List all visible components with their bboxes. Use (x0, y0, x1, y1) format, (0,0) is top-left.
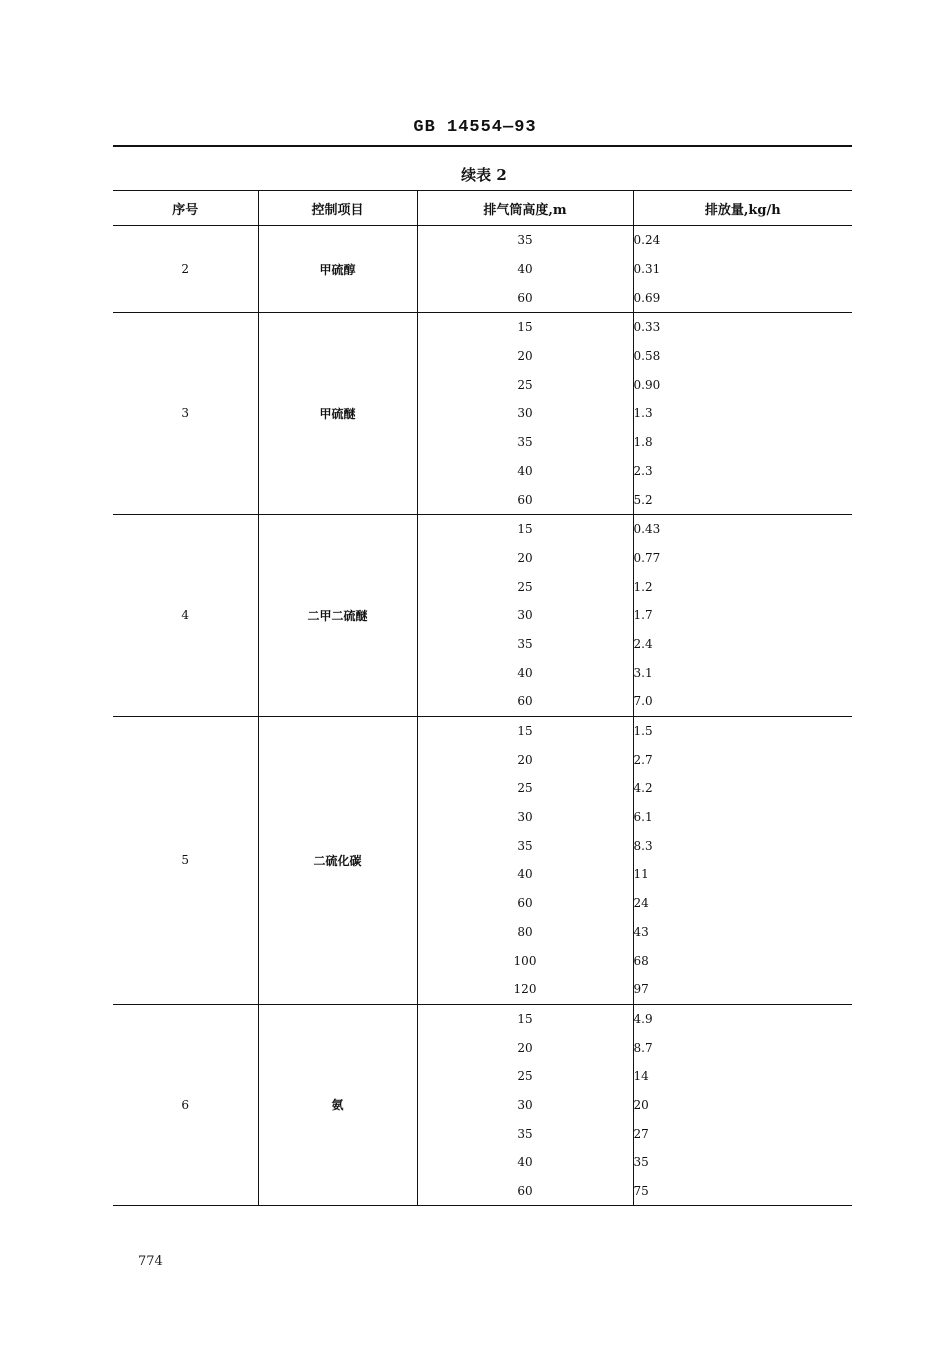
page-number: 774 (138, 1254, 163, 1269)
cell-stack-height: 120 (417, 975, 633, 1004)
cell-emission-rate: 20 (633, 1097, 649, 1112)
cell-emission-rate: 27 (633, 1126, 649, 1141)
cell-emission-rate: 43 (633, 924, 649, 939)
table-body (113, 226, 852, 1206)
cell-stack-height: 60 (417, 283, 633, 312)
cell-emission-rate: 0.77 (633, 550, 661, 565)
cell-stack-height: 25 (417, 1062, 633, 1091)
cell-stack-height: 30 (417, 1091, 633, 1120)
cell-stack-height: 30 (417, 601, 633, 630)
table-row (113, 514, 852, 543)
cell-stack-height: 15 (417, 313, 633, 342)
cell-emission-rate: 3.1 (633, 665, 653, 680)
col-header-height: 排气筒高度,m (417, 191, 633, 226)
emission-table (113, 190, 852, 1206)
cell-stack-height: 80 (417, 918, 633, 947)
cell-stack-height: 60 (417, 687, 633, 716)
table-row (113, 716, 852, 745)
cell-emission-rate: 1.2 (633, 579, 653, 594)
cell-control-item: 二甲二硫醚 (258, 514, 417, 716)
cell-stack-height: 40 (417, 860, 633, 889)
cell-emission-rate: 1.3 (633, 406, 653, 421)
table-row (113, 1004, 852, 1033)
cell-emission-rate: 14 (633, 1069, 649, 1084)
cell-seq-no: 5 (113, 716, 258, 1004)
cell-emission-rate: 2.3 (633, 463, 653, 478)
cell-seq-no: 2 (113, 226, 258, 313)
table-header-row (113, 191, 852, 226)
cell-stack-height: 25 (417, 572, 633, 601)
cell-stack-height: 35 (417, 831, 633, 860)
cell-stack-height: 15 (417, 1004, 633, 1033)
cell-emission-rate: 24 (633, 896, 649, 911)
cell-emission-rate: 7.0 (633, 687, 852, 716)
table-row (113, 226, 852, 255)
cell-emission-rate: 97 (633, 975, 852, 1004)
cell-emission-rate: 35 (633, 1155, 649, 1170)
cell-emission-rate: 0.69 (633, 283, 852, 312)
cell-stack-height: 40 (417, 255, 633, 284)
cell-emission-rate: 4.9 (633, 1011, 653, 1026)
cell-stack-height: 20 (417, 745, 633, 774)
cell-emission-rate: 0.31 (633, 262, 661, 277)
cell-emission-rate: 1.5 (633, 724, 653, 739)
cell-stack-height: 35 (417, 226, 633, 255)
cell-emission-rate: 0.33 (633, 320, 661, 335)
table-row (113, 313, 852, 342)
cell-emission-rate: 8.7 (633, 1040, 653, 1055)
cell-control-item: 氨 (258, 1004, 417, 1206)
col-header-seq: 序号 (113, 191, 258, 226)
cell-stack-height: 40 (417, 1148, 633, 1177)
cell-control-item: 二硫化碳 (258, 716, 417, 1004)
cell-emission-rate: 4.2 (633, 781, 653, 796)
cell-seq-no: 6 (113, 1004, 258, 1206)
cell-emission-rate: 0.58 (633, 349, 661, 364)
cell-stack-height: 20 (417, 544, 633, 573)
table-caption: 续表 2 (461, 166, 507, 184)
cell-control-item: 甲硫醇 (258, 226, 417, 313)
cell-emission-rate: 8.3 (633, 838, 653, 853)
col-header-item: 控制项目 (258, 191, 417, 226)
cell-emission-rate: 5.2 (633, 485, 852, 514)
cell-seq-no: 3 (113, 313, 258, 515)
standard-code: GB 14554—93 (413, 118, 537, 137)
cell-emission-rate: 75 (633, 1177, 852, 1206)
cell-stack-height: 40 (417, 658, 633, 687)
cell-stack-height: 60 (417, 1177, 633, 1206)
header-rule (113, 145, 852, 147)
cell-stack-height: 35 (417, 630, 633, 659)
cell-stack-height: 35 (417, 428, 633, 457)
cell-stack-height: 30 (417, 803, 633, 832)
cell-emission-rate: 0.90 (633, 377, 661, 392)
cell-stack-height: 25 (417, 370, 633, 399)
cell-emission-rate: 11 (633, 867, 649, 882)
cell-stack-height: 30 (417, 399, 633, 428)
cell-emission-rate: 2.7 (633, 752, 653, 767)
cell-emission-rate: 0.43 (633, 522, 661, 537)
cell-stack-height: 15 (417, 514, 633, 543)
cell-stack-height: 40 (417, 457, 633, 486)
cell-emission-rate: 68 (633, 953, 649, 968)
col-header-emission: 排放量,kg/h (633, 191, 852, 226)
cell-stack-height: 15 (417, 716, 633, 745)
cell-stack-height: 60 (417, 889, 633, 918)
cell-stack-height: 35 (417, 1119, 633, 1148)
cell-stack-height: 25 (417, 774, 633, 803)
cell-seq-no: 4 (113, 514, 258, 716)
cell-emission-rate: 1.7 (633, 608, 653, 623)
cell-stack-height: 60 (417, 485, 633, 514)
cell-emission-rate: 1.8 (633, 435, 653, 450)
cell-stack-height: 100 (417, 946, 633, 975)
cell-emission-rate: 6.1 (633, 810, 653, 825)
cell-control-item: 甲硫醚 (258, 313, 417, 515)
cell-emission-rate: 2.4 (633, 636, 653, 651)
cell-stack-height: 20 (417, 1033, 633, 1062)
cell-emission-rate: 0.24 (633, 233, 661, 248)
cell-stack-height: 20 (417, 342, 633, 371)
